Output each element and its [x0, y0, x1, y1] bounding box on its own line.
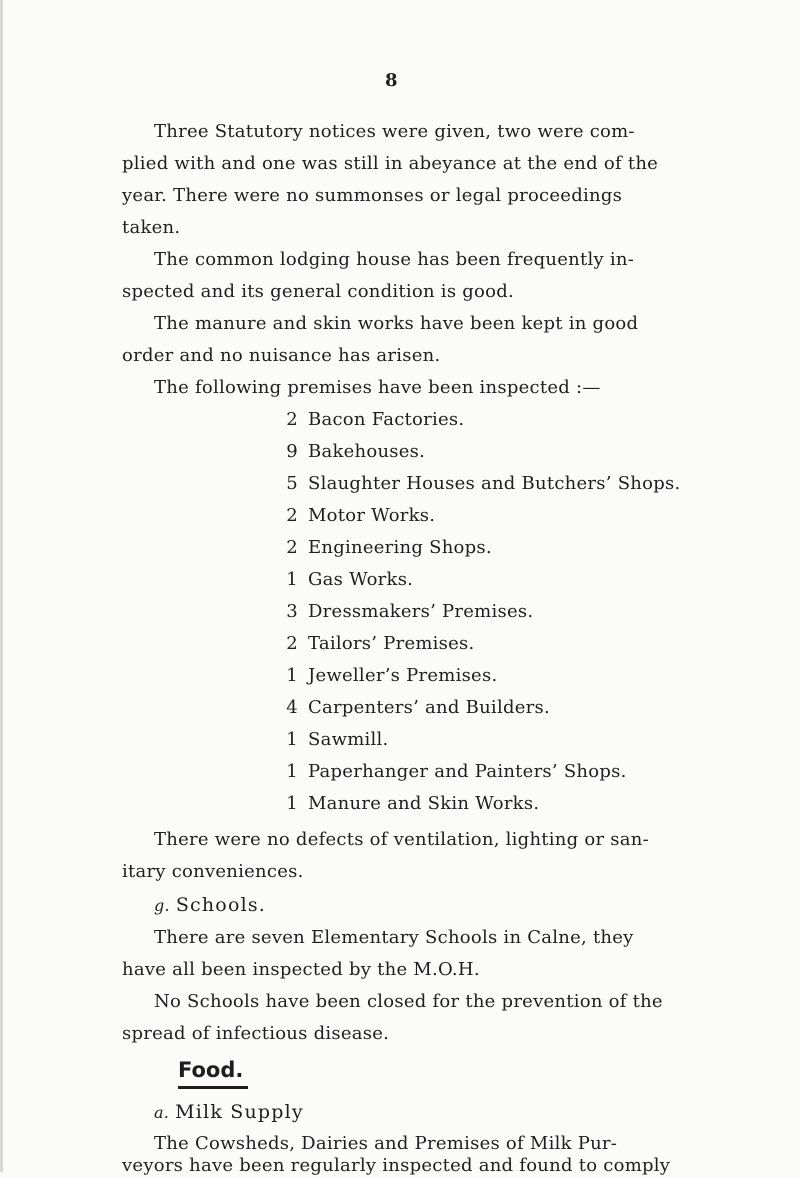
premises-count: 2	[286, 537, 298, 558]
premises-count: 1	[286, 793, 298, 814]
premises-label: Dressmakers’ Premises.	[308, 601, 534, 622]
list-item	[0, 440, 800, 464]
statutory-line-1: Three Statutory notices were given, two were com-	[154, 121, 635, 142]
section-title: Schools.	[175, 894, 267, 916]
premises-label: Carpenters’ and Builders.	[308, 697, 550, 718]
premises-label: Gas Works.	[308, 569, 414, 590]
defects-line-1: There were no defects of ventilation, lighting or san-	[154, 829, 649, 850]
schools-p1-line-1: There are seven Elementary Schools in Calne, they	[154, 927, 634, 948]
schools-heading	[154, 893, 266, 918]
lodging-line-2: spected and its general condition is good.	[122, 281, 514, 302]
schools-p2-line-1: No Schools have been closed for the prevention of the	[154, 991, 663, 1012]
premises-label: Engineering Shops.	[308, 537, 492, 558]
list-item	[0, 568, 800, 592]
following-intro: The following premises have been inspected :—	[154, 377, 601, 398]
premises-count: 9	[286, 441, 298, 462]
page-number: 8	[385, 70, 398, 91]
list-item	[0, 664, 800, 688]
premises-count: 2	[286, 505, 298, 526]
section-letter: a.	[154, 1103, 170, 1122]
premises-count: 3	[286, 601, 298, 622]
premises-label: Bakehouses.	[308, 441, 426, 462]
list-item	[0, 504, 800, 528]
food-line-1: The Cowsheds, Dairies and Premises of Milk Pur-	[154, 1133, 618, 1154]
manure-line-1: The manure and skin works have been kept in good	[154, 313, 639, 334]
premises-label: Sawmill.	[308, 729, 389, 750]
manure-line-2: order and no nuisance has arisen.	[122, 345, 441, 366]
statutory-line-4: taken.	[122, 217, 181, 238]
list-item	[0, 760, 800, 784]
premises-label: Motor Works.	[308, 505, 436, 526]
premises-count: 2	[286, 633, 298, 654]
defects-line-2: itary conveniences.	[122, 861, 304, 882]
food-heading-underline	[178, 1086, 248, 1089]
premises-count: 1	[286, 665, 298, 686]
food-heading: Food.	[178, 1058, 244, 1082]
list-item	[0, 632, 800, 656]
premises-label: Bacon Factories.	[308, 409, 465, 430]
statutory-line-2: plied with and one was still in abeyance at the end of the	[122, 153, 659, 174]
list-item	[0, 536, 800, 560]
food-line-2: veyors have been regularly inspected and found to comply	[122, 1155, 671, 1176]
list-item	[0, 472, 800, 496]
list-item	[0, 696, 800, 720]
list-item	[0, 792, 800, 816]
schools-p1-line-2: have all been inspected by the M.O.H.	[122, 959, 480, 980]
lodging-line-1: The common lodging house has been frequently in-	[154, 249, 635, 270]
premises-label: Paperhanger and Painters’ Shops.	[308, 761, 627, 782]
premises-count: 4	[286, 697, 298, 718]
section-letter: g.	[154, 896, 170, 915]
list-item	[0, 728, 800, 752]
section-title: Milk Supply	[175, 1101, 304, 1123]
statutory-line-3: year. There were no summonses or legal proceedings	[122, 185, 623, 206]
premises-label: Manure and Skin Works.	[308, 793, 540, 814]
premises-label: Tailors’ Premises.	[308, 633, 475, 654]
milk-supply-heading	[154, 1100, 304, 1125]
schools-p2-line-2: spread of infectious disease.	[122, 1023, 390, 1044]
list-item	[0, 408, 800, 432]
list-item	[0, 600, 800, 624]
premises-count: 5	[286, 473, 298, 494]
premises-count: 1	[286, 729, 298, 750]
premises-label: Jeweller’s Premises.	[308, 665, 498, 686]
premises-count: 1	[286, 761, 298, 782]
premises-count: 2	[286, 409, 298, 430]
premises-count: 1	[286, 569, 298, 590]
premises-label: Slaughter Houses and Butchers’ Shops.	[308, 473, 681, 494]
